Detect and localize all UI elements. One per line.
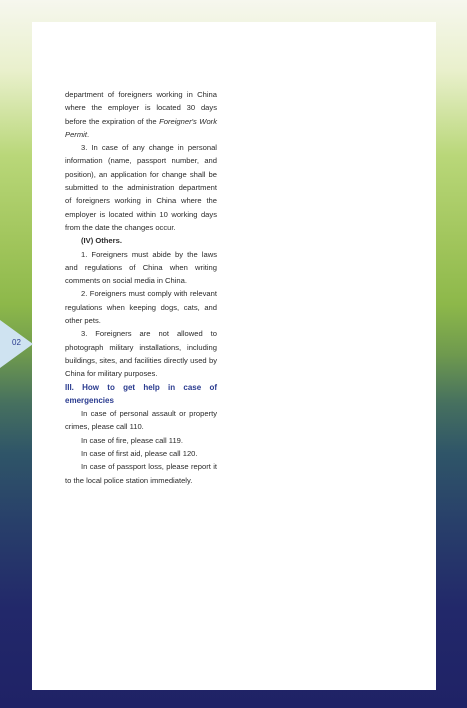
paragraph-text-end: . [86, 129, 90, 139]
page-number: 02 [12, 338, 21, 347]
paragraph-personal-info-change: 3. In case of any change in personal information (name, passport number, and position), an application for change shall be submitted to the administration department of foreigners working in China where the employer is located within 10 working days from the date the changes occur. [65, 143, 217, 232]
paragraph-assault-110: In case of personal assault or property crimes, please call 110. [65, 409, 217, 432]
work-permit-title: Foreigner's Work Permit [65, 116, 217, 139]
page-content [65, 88, 217, 487]
document-page [32, 22, 436, 690]
paragraph-first-aid-120: In case of first aid, please call 120. [81, 449, 198, 459]
emergency-section-heading: III. How to get help in case of emergencies [65, 382, 217, 405]
paragraph-military: 3. Foreigners are not allowed to photograph military installations, including buildings, sites, and facilities directly used by China for military purposes. [65, 329, 217, 379]
paragraph-social-media: 1. Foreigners must abide by the laws and regulations of China when writing comments on social media in China. [65, 249, 217, 286]
paragraph-text: department of foreigners working in China where the employer is located 30 days before the expiration of the [65, 90, 217, 126]
paragraph-fire-119: In case of fire, please call 119. [81, 435, 184, 445]
paragraph-work-permit-expiry [65, 88, 217, 141]
others-heading: (IV) Others. [81, 236, 122, 246]
paragraph-passport-loss: In case of passport loss, please report it to the local police station immediately. [65, 462, 217, 485]
paragraph-pets: 2. Foreigners must comply with relevant regulations when keeping dogs, cats, and other pets. [65, 289, 217, 326]
